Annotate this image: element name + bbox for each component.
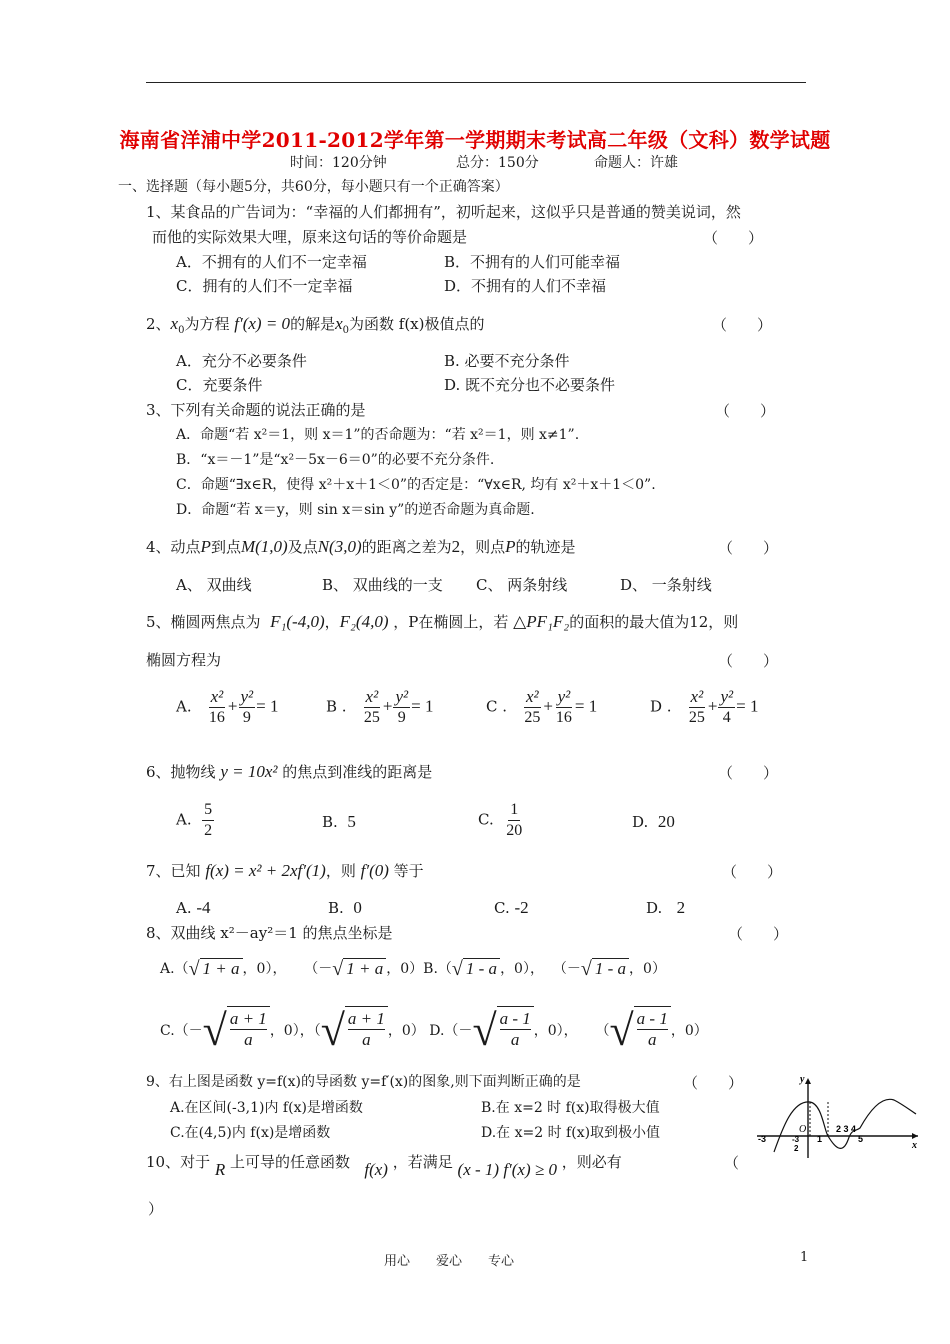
tick-neg3-over-2-den: 2 (794, 1144, 799, 1153)
q4-option-c: C、 两条射线 (476, 576, 568, 594)
q3-answer-blank: （ ） (715, 402, 776, 420)
q1-line2: 而他的实际效果大哩，原来这句话的等价命题是 (152, 228, 468, 246)
q5-option-d: D . $\frac{\text{x²}}{25}$ + $\frac{\text{y²}}{4}$ = 1 (650, 687, 759, 726)
q10-stem: 10、对于 R 上可导的任意函数 f(x) ，若满足 (x - 1) f′(x) ≥ 0 ，则必有 (146, 1153, 622, 1179)
page-title: 海南省洋浦中学2011-2012学年第一学期期末考试高二年级（文科）数学试题 (119, 128, 831, 152)
q9-option-c: C.在(4,5)内 f(x)是增函数 (170, 1125, 331, 1141)
q5-option-a: A. $\frac{\text{x²}}{16}$ + $\frac{\text{y²}}{9}$ = 1 (176, 687, 279, 726)
q8-options-ab: A.（ √ 1 + a ，0）， （－ √ 1 + a ，0）B.（ √ 1 - a ，0）， （－ √ 1 - a ，0） (160, 958, 666, 980)
q10-paren-close: ） (148, 1200, 164, 1218)
exam-score: 总分：150分 (456, 155, 539, 171)
q1-line1: 1、某食品的广告词为：“幸福的人们都拥有”，初听起来，这似乎只是普通的赞美说词，然 (146, 203, 741, 221)
tick-neg3: -3 (758, 1134, 767, 1144)
q5-option-c: C . $\frac{\text{x²}}{25}$ + $\frac{\text{y²}}{16}$ = 1 (486, 687, 598, 726)
section-heading: 一、选择题（每小题5分，共60分，每小题只有一个正确答案） (118, 179, 509, 195)
q9-stem: 9、右上图是函数 y=f(x)的导函数 y=f′(x)的图象,则下面判断正确的是 (146, 1074, 581, 1090)
q4-stem: 4、动点P到点M(1,0)及点N(3,0)的距离之差为2，则点P的轨迹是 (146, 537, 576, 556)
y-label: y (800, 1074, 805, 1085)
q7-option-a: A. -4 (176, 898, 211, 917)
q3-option-c: C．命题“∃x∈R，使得 x²＋x＋1＜0”的否定是：“∀x∈R, 均有 x²＋x＋1＜0”. (176, 477, 656, 493)
q2-option-d: D. 既不充分也不必要条件 (444, 376, 616, 394)
q5-answer-blank: （ ） (718, 652, 779, 670)
q1-option-c: C．拥有的人们不一定幸福 (176, 277, 353, 295)
x-label: x (912, 1140, 917, 1151)
q4-option-b: B、 双曲线的一支 (322, 576, 443, 594)
q7-option-c: C. -2 (494, 898, 529, 917)
header-rule (146, 82, 806, 83)
q10-paren-open: （ (724, 1154, 740, 1172)
q6-option-b: B. 5 (322, 812, 356, 831)
q8-options-cd: C.（－ √ a + 1 a ，0），（ √ a + 1 a ，0） D.（－ √ a - 1 a ，0）， （ √ a - 1 a ，0） (160, 1006, 708, 1055)
q1-option-b: B．不拥有的人们可能幸福 (444, 253, 621, 271)
x-axis-arrow (912, 1133, 918, 1139)
footer-slogan: 用心 爱心 专心 (384, 1254, 515, 1269)
q9-option-d: D.在 x=2 时 f(x)取到极小值 (481, 1125, 661, 1141)
y-axis-arrow (805, 1078, 811, 1084)
q4-option-a: A、 双曲线 (176, 576, 252, 594)
q2-stem: 2、$x_0$为方程 f′(x) = 0的解是$x_0$为函数 f(x)极值点的 (146, 314, 485, 336)
page-number: 1 (800, 1250, 809, 1265)
q7-stem: 7、已知 f(x) = x² + 2xf′(1)，则 f′(0) 等于 (146, 861, 424, 880)
q4-option-d: D、 一条射线 (620, 576, 712, 594)
q2-option-b: B. 必要不充分条件 (444, 352, 570, 370)
q6-answer-blank: （ ） (718, 764, 779, 782)
q1-option-a: A．不拥有的人们不一定幸福 (176, 253, 367, 271)
q7-option-b: B. 0 (328, 898, 362, 917)
q7-answer-blank: （ ） (722, 863, 783, 881)
q6-stem: 6、抛物线 y = 10x² 的焦点到准线的距离是 (146, 762, 433, 781)
q2-answer-blank: （ ） (712, 316, 773, 334)
q2-option-c: C．充要条件 (176, 376, 263, 394)
q2-option-a: A．充分不必要条件 (176, 352, 307, 370)
q5-option-b: B . $\frac{\text{x²}}{25}$ + $\frac{\text{y²}}{9}$ = 1 (326, 687, 434, 726)
origin-label: O (799, 1124, 807, 1135)
q1-answer-blank: （ ） (703, 229, 764, 247)
q3-option-d: D．命题“若 x＝y，则 sin x＝sin y”的逆否命题为真命题. (176, 502, 535, 518)
q9-option-b: B.在 x=2 时 f(x)取得极大值 (481, 1100, 660, 1116)
q4-answer-blank: （ ） (718, 539, 779, 557)
q9-answer-blank: （ ） (683, 1074, 744, 1092)
q5-stem: 5、椭圆两焦点为 F₁(-4,0)，F₂(4,0) ，P在椭圆上，若 △PF₁F₂的面积的最大值为12，则 (146, 612, 739, 631)
q6-option-c: C. $\frac{1}{20}$ (478, 801, 523, 839)
q5-stem-line2: 椭圆方程为 (146, 651, 222, 669)
q8-answer-blank: （ ） (728, 925, 789, 943)
q9-option-a: A.在区间(-3,1)内 f(x)是增函数 (170, 1100, 363, 1116)
q3-option-a: A．命题“若 x²＝1，则 x＝1”的否命题为：“若 x²＝1，则 x≠1”. (176, 427, 580, 443)
tick-neg3-over-2-num: -3 (792, 1135, 800, 1144)
q8-stem: 8、双曲线 x²－ay²＝1 的焦点坐标是 (146, 924, 393, 942)
q6-option-d: D. 20 (632, 812, 675, 831)
exam-author: 命题人：许雄 (594, 155, 678, 171)
derivative-graph (752, 1070, 922, 1160)
exam-time: 时间：120分钟 (290, 155, 387, 171)
q6-option-a: A. $\frac{5}{2}$ (176, 801, 213, 839)
tick-5: 5 (858, 1134, 864, 1144)
tick-1: 1 (817, 1134, 823, 1144)
q7-option-d: D. 2 (646, 898, 686, 917)
q3-option-b: B．“x＝－1”是“x²－5x－6＝0”的必要不充分条件. (176, 452, 495, 468)
tick-234: 2 3 4 (836, 1124, 857, 1134)
q1-option-d: D．不拥有的人们不幸福 (444, 277, 607, 295)
q3-stem: 3、下列有关命题的说法正确的是 (146, 401, 366, 419)
